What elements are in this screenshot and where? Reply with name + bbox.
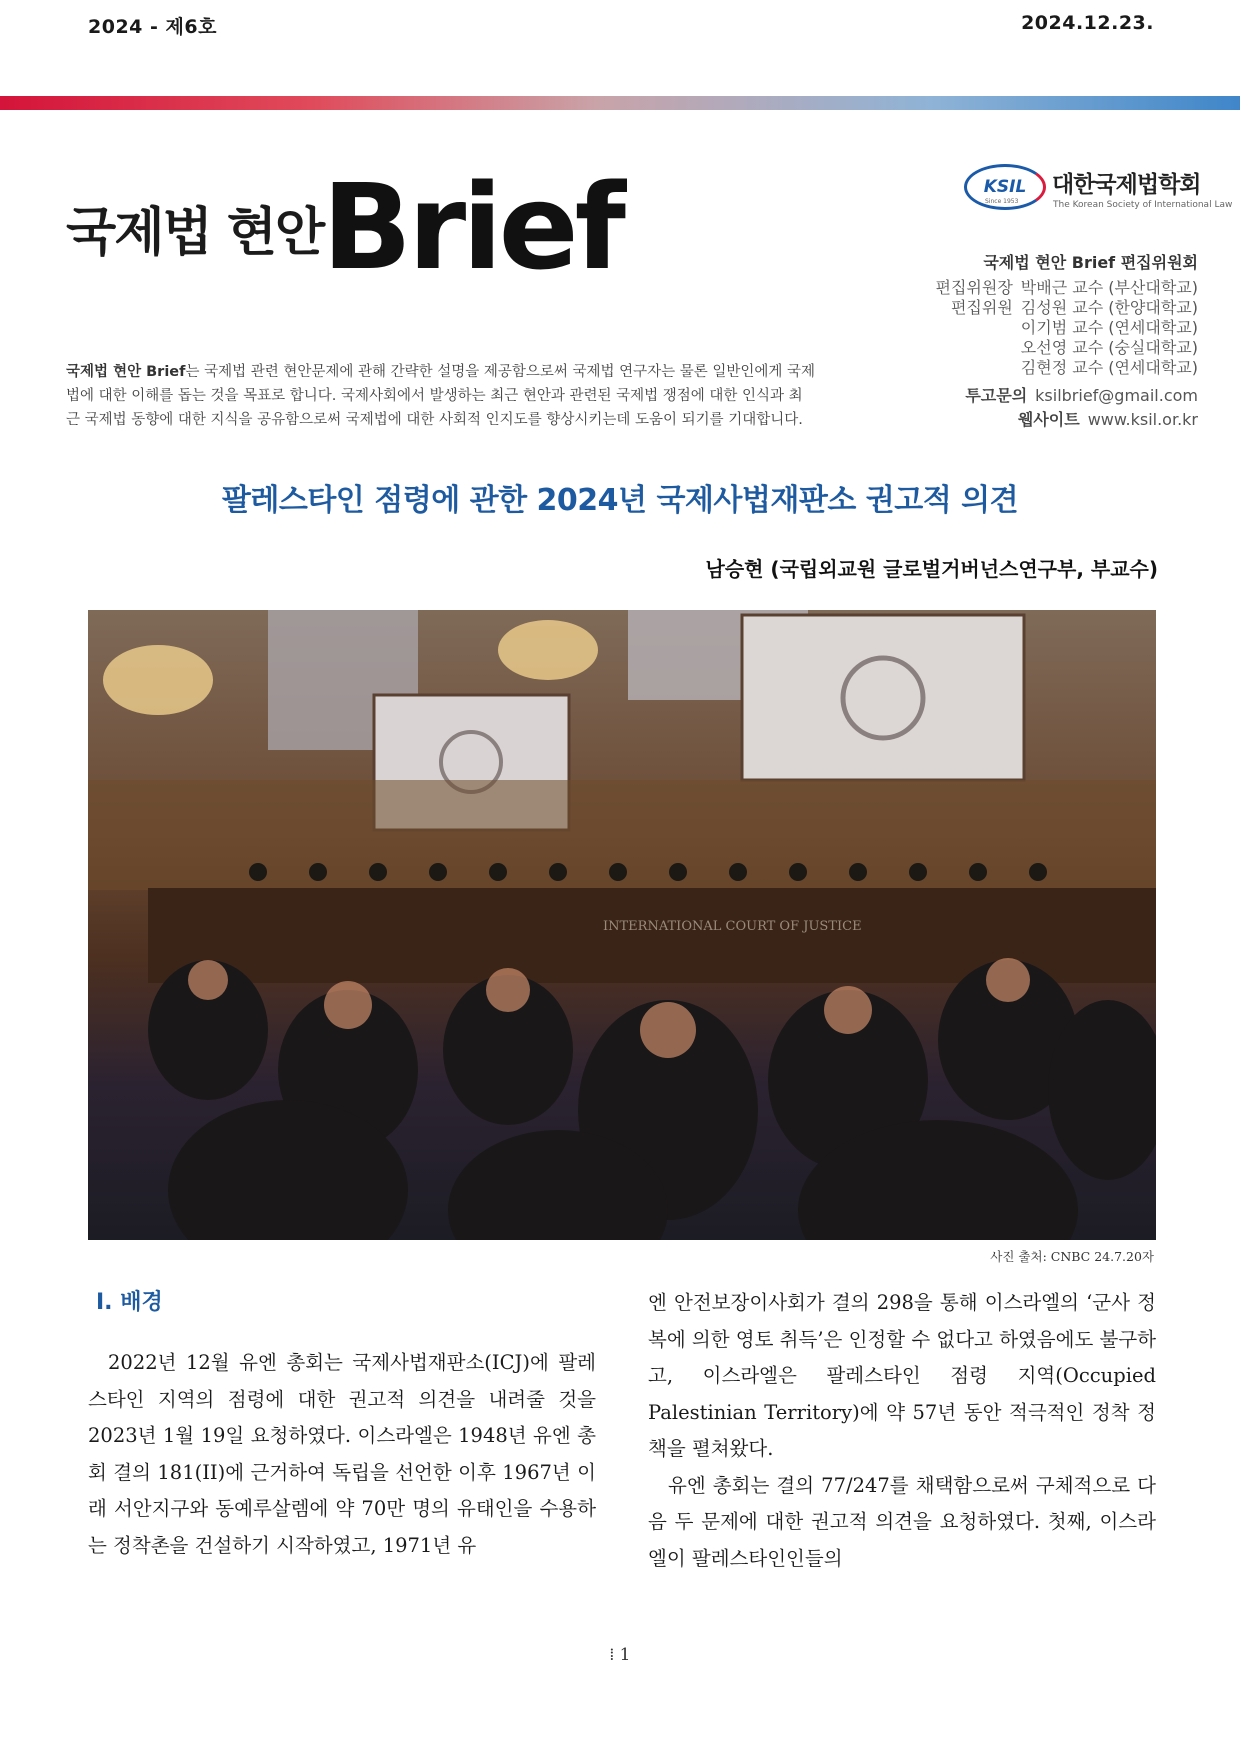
- editorial-committee: [936, 253, 1199, 432]
- brand-title-en: Brief: [322, 158, 622, 296]
- body-paragraph: 유엔 총회는 결의 77/247를 채택함으로써 구체적으로 다음 두 문제에 대한 권고적 의견을 요청하였다. 첫째, 이스라엘이 팔레스타인인들의: [648, 1473, 1156, 1570]
- publication-date: 2024.12.23.: [1021, 12, 1154, 34]
- article-author: 남승현 (국립외교원 글로벌거버넌스연구부, 부교수): [705, 557, 1158, 581]
- page-number: ⁞ 1: [609, 1645, 631, 1665]
- committee-member: 김성원 교수 (한양대학교): [1020, 298, 1198, 317]
- photo-bench-text: INTERNATIONAL COURT OF JUSTICE: [603, 919, 862, 934]
- body-paragraph: 2022년 12월 유엔 총회는 국제사법재판소(ICJ)에 팔레스타인 지역의 점령에 대한 권고적 의견을 내려줄 것을 2023년 1월 19일 요청하였다. 이스라엘은 1948년 유엔 총회 결의 181(II)에 근거하여 독립을 선언한 이후 1967년 이래 서안지구와 동예루살렘에 약 70만 명의 유태인을 수용하는 정착촌을 건설하기 시작하였고, 1971년 유: [88, 1351, 596, 1557]
- brand-title-ko: 국제법 현안: [66, 203, 324, 263]
- chief-editor: 박배근 교수 (부산대학교): [1020, 278, 1198, 297]
- logo-since: Since 1953: [985, 198, 1019, 205]
- org-name-en: The Korean Society of International Law: [1053, 200, 1233, 210]
- committee-member: 오선영 교수 (숭실대학교): [1020, 338, 1198, 357]
- chief-role: 편집위원장: [935, 278, 1013, 297]
- contact-email-link[interactable]: ksilbrief@gmail.com: [1035, 386, 1198, 405]
- courtroom-photo-illustration: [88, 610, 1156, 1240]
- intro-text: [66, 360, 816, 432]
- photo-caption: 사진 출처: CNBC 24.7.20자: [990, 1249, 1154, 1264]
- header-gradient-bar: [0, 96, 1240, 110]
- body-paragraph: 엔 안전보장이사회가 결의 298을 통해 이스라엘의 ‘군사 정복에 의한 영토 취득’은 인정할 수 없다고 하였음에도 불구하고, 이스라엘은 팔레스타인 점령 지역(Occupied Palestinian Territory)에 약 57년 동안 적극적인 정착 정책을 펼쳐왔다.: [648, 1291, 1156, 1460]
- issue-number: 2024 - 제6호: [88, 16, 217, 38]
- site-label: 웹사이트: [1017, 410, 1080, 429]
- body-column-right: [648, 1285, 1156, 1577]
- article-title: 팔레스타인 점령에 관한 2024년 국제사법재판소 권고적 의견: [221, 483, 1019, 518]
- logo-text: KSIL: [983, 177, 1027, 197]
- website-link[interactable]: www.ksil.or.kr: [1087, 410, 1198, 429]
- committee-member: 이기범 교수 (연세대학교): [1020, 318, 1198, 337]
- body-column-left: [88, 1345, 596, 1564]
- courtroom-photo: [88, 610, 1156, 1240]
- committee-title: 국제법 현안 Brief 편집위원회: [983, 253, 1198, 272]
- member-role: 편집위원: [950, 298, 1013, 317]
- intro-bold: 국제법 현안 Brief: [66, 364, 186, 380]
- org-name-ko: 대한국제법학회: [1052, 172, 1201, 198]
- committee-member: 김현정 교수 (연세대학교): [1020, 358, 1198, 377]
- contact-label: 투고문의: [965, 386, 1028, 405]
- section-heading: Ⅰ. 배경: [96, 1290, 163, 1315]
- page-header: [0, 0, 1240, 60]
- intro-body: 는 국제법 관련 현안문제에 관해 간략한 설명을 제공함으로써 국제법 연구자는 물론 일반인에게 국제법에 대한 이해를 돕는 것을 목표로 합니다. 국제사회에서 발생하는 최근 현안과 관련된 국제법 쟁점에 대한 인식과 최근 국제법 동향에 대한 지식을 공유함으로써 국제법에 대한 사회적 인지도를 향상시키는데 도움이 되기를 기대합니다.: [66, 364, 816, 428]
